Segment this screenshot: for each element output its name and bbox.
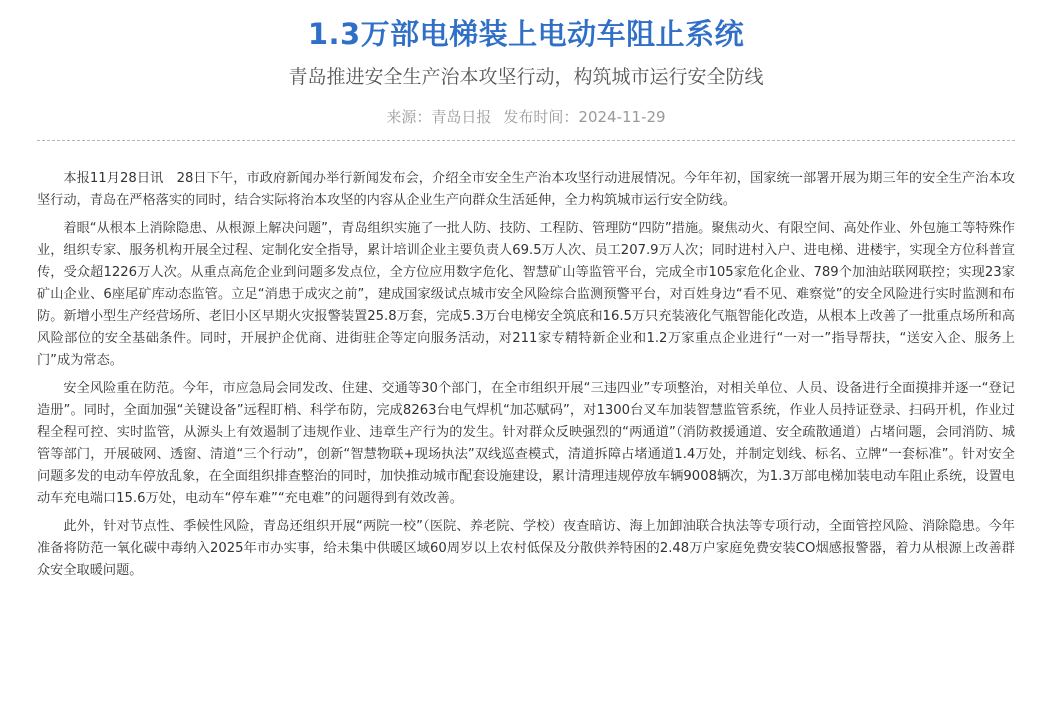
- article-paragraph-1: 本报11月28日讯 28日下午，市政府新闻办举行新闻发布会，介绍全市安全生产治本攻坚行动进展情况。今年年初，国家统一部署开展为期三年的安全生产治本攻坚行动，青岛在严格落实的同时，结合实际将治本攻坚的内容从企业生产向群众生活延伸，全力构筑城市运行安全防线。: [37, 171, 1015, 208]
- article-paragraph-3: 安全风险重在防范。今年，市应急局会同发改、住建、交通等30个部门，在全市组织开展“三违四业”专项整治，对相关单位、人员、设备进行全面摸排并逐一“登记造册”。同时，全面加强“关键设备”远程盯梢、科学布防，完成8263台电气焊机“加芯赋码”，对1300台叉车加装智慧监管系统，作业人员持证登录、扫码开机，作业过程全程可控、实时监管，从源头上有效遏制了违规作业、违章生产行为的发生。针对群众反映强烈的“两通道”（消防救援通道、安全疏散通道）占堵问题，会同消防、城管等部门，开展破网、透窗、清道“三个行动”，创新“智慧物联+现场执法”双线巡查模式，清道拆障占堵通道1.4万处，并制定划线、标名、立牌“一套标准”。针对安全问题多发的电动车停放乱象，在全面组织排查整治的同时，加快推动城市配套设施建设，累计清理违规停放车辆9008辆次，为1.3万部电梯加装电动车阻止系统，设置电动车充电端口15.6万处，电动车“停车难”“充电难”的问题得到有效改善。: [37, 381, 1015, 506]
- header-divider: [37, 140, 1015, 141]
- article-paragraph-2: 着眼“从根本上消除隐患、从根源上解决问题”，青岛组织实施了一批人防、技防、工程防、管理防“四防”措施。聚焦动火、有限空间、高处作业、外包施工等特殊作业，组织专家、服务机构开展全过程、定制化安全指导，累计培训企业主要负责人69.5万人次、员工207.9万人次；同时进村入户、进电梯、进楼宇，实现全方位科普宣传，受众超1226万人次。从重点高危企业到问题多发点位，全方位应用数字危化、智慧矿山等监管平台，完成全市105家危化企业、789个加油站联网联控；实现23家矿山企业、6座尾矿库动态监管。立足“消患于成灾之前”，建成国家级试点城市安全风险综合监测预警平台，对百姓身边“看不见、难察觉”的安全风险进行实时监测和布防。新增小型生产经营场所、老旧小区早期火灾报警装置25.8万套，完成5.3万台电梯安全筑底和16.5万只充装液化气瓶智能化改造，从根本上改善了一批重点场所和高风险部位的安全基础条件。同时，开展护企优商、进街驻企等定向服务活动，对211家专精特新企业和1.2万家重点企业进行“一对一”指导帮扶，“送安入企、服务上门”成为常态。: [37, 221, 1015, 368]
- article-meta: [37, 106, 1015, 128]
- article-body: [37, 168, 1015, 582]
- article-paragraph-4: 此外，针对节点性、季候性风险，青岛还组织开展“两院一校”（医院、养老院、学校）夜查暗访、海上加卸油联合执法等专项行动，全面管控风险、消除隐患。今年准备将防范一氧化碳中毒纳入2025年市办实事，给未集中供暖区域60周岁以上农村低保及分散供养特困的2.48万户家庭免费安装CO烟感报警器，着力从根源上改善群众安全取暖问题。: [37, 519, 1015, 578]
- article-subtitle: 青岛推进安全生产治本攻坚行动，构筑城市运行安全防线: [288, 66, 764, 88]
- article-title: 1.3万部电梯装上电动车阻止系统: [307, 17, 745, 51]
- article-publish-time: 发布时间：2024-11-29: [503, 108, 666, 126]
- article-source: 来源：青岛日报: [386, 108, 492, 126]
